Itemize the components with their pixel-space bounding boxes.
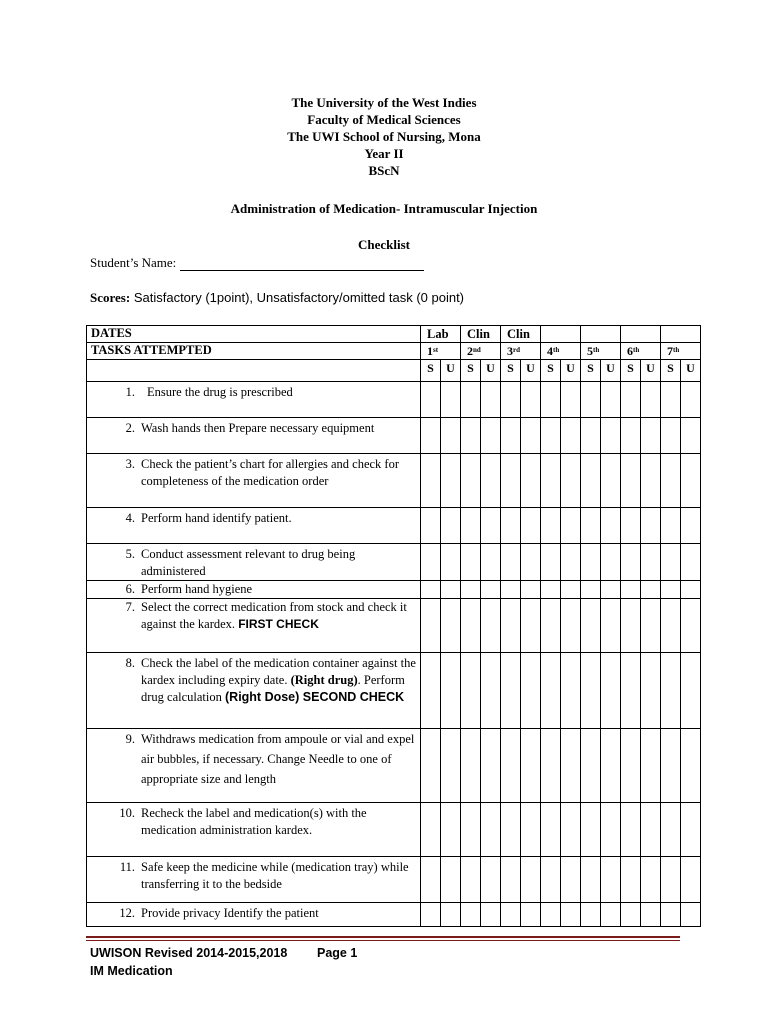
- task-cell: [87, 508, 421, 544]
- u-header-6: U: [641, 360, 661, 382]
- u-header-5: U: [601, 360, 621, 382]
- tasks-attempted-row: [87, 343, 701, 360]
- score-cell[interactable]: [541, 581, 561, 599]
- score-cell[interactable]: [501, 544, 521, 581]
- score-cell[interactable]: [441, 454, 461, 508]
- score-cell[interactable]: [441, 653, 461, 729]
- score-cell[interactable]: [581, 454, 601, 508]
- score-cell[interactable]: [681, 418, 701, 454]
- score-cell[interactable]: [541, 653, 561, 729]
- score-cell[interactable]: [681, 581, 701, 599]
- score-cell[interactable]: [461, 454, 481, 508]
- score-cell[interactable]: [481, 653, 501, 729]
- s-header-6: S: [621, 360, 641, 382]
- score-cell[interactable]: [601, 544, 621, 581]
- student-name-label: Student’s Name:: [90, 255, 177, 270]
- score-cell[interactable]: [541, 857, 561, 903]
- score-cell[interactable]: [621, 454, 641, 508]
- year-label: Year II: [364, 146, 404, 161]
- task-number: 7.: [125, 600, 135, 614]
- score-cell[interactable]: [621, 418, 641, 454]
- task-text: Provide privacy Identify the patient: [141, 906, 319, 920]
- table-row: [87, 418, 701, 454]
- attempt-3-label: 3rd: [501, 343, 541, 360]
- score-cell[interactable]: [661, 508, 681, 544]
- table-row: [87, 729, 701, 803]
- task-cell: [87, 544, 421, 581]
- task-text: Conduct assessment relevant to drug being administered: [141, 547, 356, 578]
- score-cell[interactable]: [521, 729, 541, 803]
- score-cell[interactable]: [461, 508, 481, 544]
- score-cell[interactable]: [581, 729, 601, 803]
- task-number: 11.: [119, 860, 135, 874]
- score-cell[interactable]: [481, 803, 501, 857]
- score-cell[interactable]: [541, 382, 561, 418]
- score-cell[interactable]: [681, 544, 701, 581]
- task-cell: [87, 418, 421, 454]
- score-cell[interactable]: [641, 382, 661, 418]
- score-cell[interactable]: [561, 653, 581, 729]
- score-cell[interactable]: [541, 508, 561, 544]
- score-cell[interactable]: [681, 903, 701, 927]
- revision-label: UWISON Revised 2014-2015,2018: [90, 946, 288, 960]
- s-header-2: S: [461, 360, 481, 382]
- score-cell[interactable]: [561, 508, 581, 544]
- student-name-field[interactable]: [180, 257, 424, 271]
- score-cell[interactable]: [561, 599, 581, 653]
- s-header-3: S: [501, 360, 521, 382]
- score-cell[interactable]: [581, 418, 601, 454]
- score-cell[interactable]: [661, 454, 681, 508]
- score-cell[interactable]: [461, 599, 481, 653]
- attempt-5-label: 5th: [581, 343, 621, 360]
- date-col-4[interactable]: [541, 326, 581, 343]
- score-cell[interactable]: [601, 599, 621, 653]
- score-cell[interactable]: [461, 653, 481, 729]
- score-cell[interactable]: [601, 857, 621, 903]
- score-cell[interactable]: [501, 803, 521, 857]
- score-cell[interactable]: [541, 454, 561, 508]
- score-cell[interactable]: [641, 729, 661, 803]
- score-cell[interactable]: [581, 803, 601, 857]
- task-number: 8.: [125, 656, 135, 670]
- score-cell[interactable]: [601, 382, 621, 418]
- task-number: 10.: [119, 806, 135, 820]
- su-header-row: [87, 360, 701, 382]
- score-cell[interactable]: [521, 418, 541, 454]
- score-cell[interactable]: [421, 382, 441, 418]
- attempt-4-label: 4th: [541, 343, 581, 360]
- task-cell: [87, 857, 421, 903]
- task-text: Wash hands then Prepare necessary equipment: [141, 421, 375, 435]
- right-drug-label: (Right drug): [290, 673, 358, 687]
- task-number: 6.: [125, 582, 135, 596]
- score-cell[interactable]: [541, 544, 561, 581]
- date-col-7[interactable]: [661, 326, 701, 343]
- u-header-3: U: [521, 360, 541, 382]
- score-cell[interactable]: [661, 857, 681, 903]
- score-cell[interactable]: [681, 508, 701, 544]
- table-row: [87, 903, 701, 927]
- task-text: Ensure the drug is prescribed: [147, 385, 293, 399]
- task-number: 12.: [119, 906, 135, 920]
- score-cell[interactable]: [661, 382, 681, 418]
- score-cell[interactable]: [461, 903, 481, 927]
- s-header-4: S: [541, 360, 561, 382]
- score-cell[interactable]: [421, 857, 441, 903]
- score-cell[interactable]: [601, 581, 621, 599]
- task-cell: [87, 803, 421, 857]
- score-cell[interactable]: [641, 599, 661, 653]
- table-row: [87, 857, 701, 903]
- score-cell[interactable]: [581, 599, 601, 653]
- score-cell[interactable]: [601, 418, 621, 454]
- tasks-attempted-label: TASKS ATTEMPTED: [87, 343, 421, 360]
- score-cell[interactable]: [681, 857, 701, 903]
- footer-rule-thick: [86, 936, 680, 938]
- score-cell[interactable]: [441, 803, 461, 857]
- scores-row: [90, 290, 464, 306]
- table-row: [87, 382, 701, 418]
- score-cell[interactable]: [581, 903, 601, 927]
- score-cell[interactable]: [581, 857, 601, 903]
- table-row: [87, 653, 701, 729]
- score-cell[interactable]: [621, 581, 641, 599]
- score-cell[interactable]: [521, 382, 541, 418]
- date-col-5[interactable]: [581, 326, 621, 343]
- score-cell[interactable]: [581, 581, 601, 599]
- score-cell[interactable]: [681, 803, 701, 857]
- score-cell[interactable]: [641, 544, 661, 581]
- score-cell[interactable]: [441, 544, 461, 581]
- score-cell[interactable]: [521, 581, 541, 599]
- score-cell[interactable]: [641, 653, 661, 729]
- score-cell[interactable]: [481, 729, 501, 803]
- task-cell: [87, 382, 421, 418]
- score-cell[interactable]: [581, 382, 601, 418]
- score-cell[interactable]: [561, 454, 581, 508]
- score-cell[interactable]: [661, 729, 681, 803]
- checklist-table: [86, 325, 701, 927]
- score-cell[interactable]: [621, 508, 641, 544]
- score-cell[interactable]: [441, 418, 461, 454]
- score-cell[interactable]: [521, 544, 541, 581]
- score-cell[interactable]: [461, 857, 481, 903]
- task-text: Recheck the label and medication(s) with the medication administration kardex.: [141, 806, 367, 837]
- score-cell[interactable]: [481, 418, 501, 454]
- score-cell[interactable]: [481, 581, 501, 599]
- score-cell[interactable]: [461, 418, 481, 454]
- footer-rule-thin: [86, 940, 680, 941]
- score-cell[interactable]: [541, 418, 561, 454]
- score-cell[interactable]: [521, 454, 541, 508]
- score-cell[interactable]: [441, 581, 461, 599]
- score-cell[interactable]: [501, 508, 521, 544]
- score-cell[interactable]: [641, 508, 661, 544]
- faculty-name: Faculty of Medical Sciences: [307, 112, 461, 127]
- score-cell[interactable]: [521, 803, 541, 857]
- score-cell[interactable]: [661, 653, 681, 729]
- task-number: 3.: [125, 457, 135, 471]
- date-col-1[interactable]: Lab: [421, 326, 461, 343]
- task-cell: [87, 903, 421, 927]
- first-check-label: FIRST CHECK: [238, 617, 319, 631]
- score-cell[interactable]: [421, 653, 441, 729]
- student-name-row: [90, 255, 424, 271]
- score-cell[interactable]: [621, 857, 641, 903]
- score-cell[interactable]: [601, 508, 621, 544]
- score-cell[interactable]: [601, 803, 621, 857]
- score-cell[interactable]: [481, 508, 501, 544]
- task-cell: [87, 454, 421, 508]
- u-header-4: U: [561, 360, 581, 382]
- task-text-2: . Perform drug calculation: [141, 673, 405, 704]
- s-header-1: S: [421, 360, 441, 382]
- score-cell[interactable]: [541, 903, 561, 927]
- su-header-blank: [87, 360, 421, 382]
- score-cell[interactable]: [441, 857, 461, 903]
- score-cell[interactable]: [641, 454, 661, 508]
- task-number: 2.: [125, 421, 135, 435]
- score-cell[interactable]: [641, 903, 661, 927]
- task-number: 4.: [125, 511, 135, 525]
- task-text: Select the correct medication from stock and check it against the kardex.: [141, 600, 407, 631]
- score-cell[interactable]: [461, 382, 481, 418]
- score-cell[interactable]: [581, 653, 601, 729]
- score-cell[interactable]: [641, 581, 661, 599]
- score-cell[interactable]: [501, 581, 521, 599]
- score-cell[interactable]: [661, 903, 681, 927]
- attempt-1-label: 1st: [421, 343, 461, 360]
- score-cell[interactable]: [421, 544, 441, 581]
- score-cell[interactable]: [561, 418, 581, 454]
- score-cell[interactable]: [501, 599, 521, 653]
- task-cell: [87, 599, 421, 653]
- score-cell[interactable]: [441, 508, 461, 544]
- task-number: 5.: [125, 547, 135, 561]
- score-cell[interactable]: [521, 653, 541, 729]
- score-cell[interactable]: [501, 382, 521, 418]
- score-cell[interactable]: [581, 544, 601, 581]
- score-cell[interactable]: [481, 857, 501, 903]
- score-cell[interactable]: [621, 903, 641, 927]
- score-cell[interactable]: [601, 454, 621, 508]
- attempt-7-label: 7th: [661, 343, 701, 360]
- table-row: [87, 581, 701, 599]
- score-cell[interactable]: [561, 729, 581, 803]
- score-cell[interactable]: [421, 729, 441, 803]
- table-row: [87, 508, 701, 544]
- score-cell[interactable]: [501, 903, 521, 927]
- score-cell[interactable]: [421, 599, 441, 653]
- score-cell[interactable]: [561, 903, 581, 927]
- table-row: [87, 454, 701, 508]
- dates-label: DATES: [87, 326, 421, 343]
- scores-text: Satisfactory (1point), Unsatisfactory/omitted task (0 point): [133, 290, 465, 305]
- date-col-3[interactable]: Clin: [501, 326, 541, 343]
- score-cell[interactable]: [441, 729, 461, 803]
- task-text: Check the label of the medication container against the kardex including expiry date.: [141, 656, 416, 687]
- u-header-2: U: [481, 360, 501, 382]
- score-cell[interactable]: [681, 729, 701, 803]
- s-header-5: S: [581, 360, 601, 382]
- table-row: [87, 599, 701, 653]
- scores-label: Scores:: [90, 290, 131, 305]
- task-text: Check the patient’s chart for allergies and check for completeness of the medication order: [141, 457, 399, 488]
- s-header-7: S: [661, 360, 681, 382]
- score-cell[interactable]: [641, 857, 661, 903]
- score-cell[interactable]: [501, 418, 521, 454]
- score-cell[interactable]: [501, 857, 521, 903]
- task-number: 9.: [125, 732, 135, 746]
- task-cell: [87, 581, 421, 599]
- task-text-wrap: [141, 599, 420, 633]
- score-cell[interactable]: [501, 653, 521, 729]
- score-cell[interactable]: [581, 508, 601, 544]
- score-cell[interactable]: [421, 803, 441, 857]
- score-cell[interactable]: [421, 508, 441, 544]
- task-cell: [87, 653, 421, 729]
- second-check-label: (Right Dose) SECOND CHECK: [225, 690, 405, 704]
- date-col-2[interactable]: Clin: [461, 326, 501, 343]
- score-cell[interactable]: [621, 599, 641, 653]
- table-row: [87, 803, 701, 857]
- task-number: 1.: [125, 385, 135, 399]
- score-cell[interactable]: [661, 599, 681, 653]
- score-cell[interactable]: [441, 382, 461, 418]
- score-cell[interactable]: [661, 581, 681, 599]
- document-name: IM Medication: [90, 964, 173, 978]
- score-cell[interactable]: [421, 903, 441, 927]
- score-cell[interactable]: [501, 729, 521, 803]
- score-cell[interactable]: [661, 544, 681, 581]
- u-header-1: U: [441, 360, 461, 382]
- score-cell[interactable]: [481, 599, 501, 653]
- attempt-6-label: 6th: [621, 343, 661, 360]
- task-text: Withdraws medication from ampoule or vial and expel air bubbles, if necessary. Change Needle to one of appropriate size and length: [141, 732, 415, 786]
- u-header-7: U: [681, 360, 701, 382]
- page-footer: [90, 944, 358, 980]
- score-cell[interactable]: [421, 454, 441, 508]
- task-text: Perform hand identify patient.: [141, 511, 292, 525]
- score-cell[interactable]: [621, 544, 641, 581]
- score-cell[interactable]: [681, 454, 701, 508]
- university-name: The University of the West Indies: [291, 95, 477, 110]
- score-cell[interactable]: [481, 454, 501, 508]
- score-cell[interactable]: [421, 418, 441, 454]
- school-name: The UWI School of Nursing, Mona: [287, 129, 481, 144]
- score-cell[interactable]: [681, 382, 701, 418]
- score-cell[interactable]: [601, 903, 621, 927]
- score-cell[interactable]: [661, 418, 681, 454]
- task-text: Perform hand hygiene: [141, 582, 253, 596]
- score-cell[interactable]: [481, 903, 501, 927]
- score-cell[interactable]: [521, 857, 541, 903]
- score-cell[interactable]: [561, 803, 581, 857]
- attempt-2-label: 2nd: [461, 343, 501, 360]
- score-cell[interactable]: [561, 544, 581, 581]
- task-text-wrap: [141, 655, 420, 706]
- score-cell[interactable]: [681, 599, 701, 653]
- dates-row: [87, 326, 701, 343]
- score-cell[interactable]: [461, 729, 481, 803]
- score-cell[interactable]: [521, 903, 541, 927]
- score-cell[interactable]: [481, 382, 501, 418]
- program-label: BScN: [368, 163, 400, 178]
- task-text: Safe keep the medicine while (medication tray) while transferring it to the bedside: [141, 860, 409, 891]
- task-cell: [87, 729, 421, 803]
- score-cell[interactable]: [421, 581, 441, 599]
- score-cell[interactable]: [641, 803, 661, 857]
- score-cell[interactable]: [621, 653, 641, 729]
- score-cell[interactable]: [681, 653, 701, 729]
- score-cell[interactable]: [441, 903, 461, 927]
- score-cell[interactable]: [621, 803, 641, 857]
- score-cell[interactable]: [441, 599, 461, 653]
- score-cell[interactable]: [561, 857, 581, 903]
- score-cell[interactable]: [461, 544, 481, 581]
- score-cell[interactable]: [541, 599, 561, 653]
- score-cell[interactable]: [641, 418, 661, 454]
- document-header: [0, 94, 768, 179]
- score-cell[interactable]: [481, 544, 501, 581]
- score-cell[interactable]: [561, 382, 581, 418]
- score-cell[interactable]: [561, 581, 581, 599]
- score-cell[interactable]: [461, 803, 481, 857]
- score-cell[interactable]: [521, 508, 541, 544]
- score-cell[interactable]: [601, 653, 621, 729]
- table-row: [87, 544, 701, 581]
- score-cell[interactable]: [461, 581, 481, 599]
- score-cell[interactable]: [501, 454, 521, 508]
- score-cell[interactable]: [621, 729, 641, 803]
- score-cell[interactable]: [541, 803, 561, 857]
- score-cell[interactable]: [521, 599, 541, 653]
- score-cell[interactable]: [621, 382, 641, 418]
- page-number: Page 1: [317, 946, 358, 960]
- score-cell[interactable]: [661, 803, 681, 857]
- score-cell[interactable]: [601, 729, 621, 803]
- document-title: Administration of Medication- Intramuscular Injection: [230, 201, 538, 216]
- score-cell[interactable]: [541, 729, 561, 803]
- checklist-heading: Checklist: [358, 237, 410, 252]
- date-col-6[interactable]: [621, 326, 661, 343]
